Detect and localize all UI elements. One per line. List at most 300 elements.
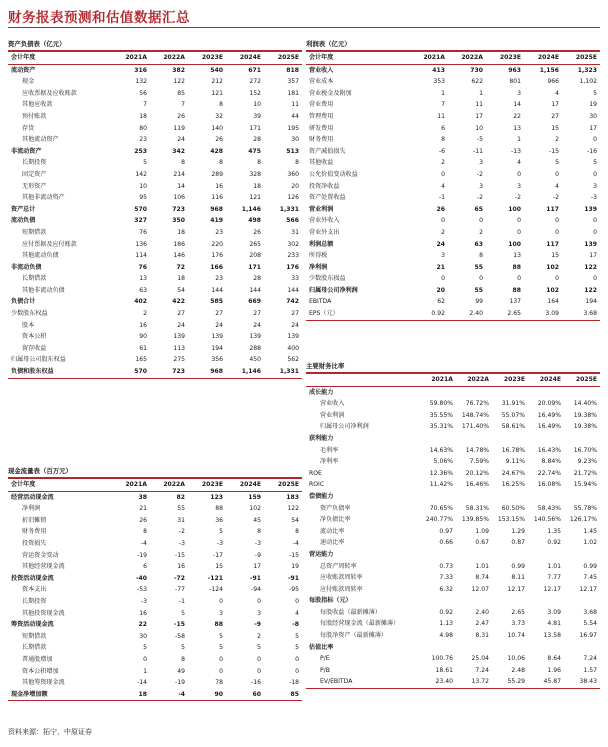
cell-value: 1	[479, 89, 483, 97]
header-year: 2025E	[264, 479, 302, 491]
cell-value: 22	[513, 112, 521, 120]
cell-value: 342	[172, 147, 185, 155]
cell-value: 10	[253, 101, 261, 109]
cell-value: 171	[248, 263, 261, 271]
table-row	[306, 491, 600, 503]
cell-value: 21.72%	[573, 469, 597, 477]
cell-value: 3	[479, 159, 483, 167]
cell-value: 139	[173, 333, 185, 341]
table-row	[306, 181, 600, 193]
cell-value: 183	[286, 493, 299, 501]
cell-value: 27	[551, 112, 559, 120]
cell-value: 88	[512, 263, 521, 271]
cell-value: 8	[219, 101, 223, 109]
cell-value	[528, 595, 564, 607]
cell-value: 16.46%	[465, 481, 489, 489]
row-label: 短期借款	[22, 632, 47, 640]
cell-value: 65	[474, 205, 483, 213]
cell-value: 622	[471, 78, 483, 86]
cell-value: 60	[252, 690, 261, 698]
cell-value: -53	[137, 586, 147, 594]
cell-value	[528, 386, 564, 398]
cell-value: 139	[584, 240, 597, 248]
cell-value: 20	[291, 182, 299, 190]
cell-value: 88	[512, 286, 521, 294]
cell-value: 38.43	[579, 678, 597, 686]
row-label: 筹资活动现金流	[11, 621, 54, 629]
cell-value: 24.67%	[501, 469, 525, 477]
cell-value: 0	[219, 655, 223, 663]
cell-value: 3	[517, 182, 521, 190]
table-row	[306, 134, 600, 146]
ratios-panel	[306, 360, 600, 689]
table-row	[8, 308, 302, 320]
table-header-row	[306, 374, 600, 386]
cell-value: 12.07	[471, 585, 489, 593]
table-row	[8, 561, 302, 573]
header-label: 会计年度	[8, 52, 112, 64]
cell-value: 164	[547, 298, 559, 306]
table-row	[306, 456, 600, 468]
row-label: 流动资产	[11, 66, 36, 74]
cell-value: 12.17	[543, 585, 561, 593]
cell-value	[420, 642, 456, 654]
cell-value: 13.58	[543, 632, 561, 640]
table-row	[8, 146, 302, 158]
cell-value: 4.81	[547, 620, 561, 628]
table-row	[306, 262, 600, 274]
cell-value: -3	[178, 539, 185, 547]
row-label: 营业税金及附加	[309, 89, 352, 97]
row-label: 少数股东损益	[309, 275, 346, 283]
cell-value: 16.08%	[537, 481, 561, 489]
table-row	[8, 689, 302, 701]
cell-value: 0	[555, 275, 559, 283]
cell-value: 1,146	[241, 205, 261, 213]
cell-value: 140	[211, 124, 223, 132]
row-label: P/B	[320, 666, 330, 674]
row-label: 营业利润	[320, 411, 345, 419]
row-label: 少数股东权益	[11, 310, 48, 318]
cell-value: 1.57	[583, 666, 597, 674]
cell-value: 1,323	[577, 66, 597, 74]
cell-value: -2	[476, 194, 483, 202]
cell-value: 0.97	[439, 527, 453, 535]
table-row	[306, 584, 600, 596]
cell-value: 18	[177, 275, 185, 283]
table-row	[8, 320, 302, 332]
cell-value: 137	[509, 298, 521, 306]
cell-value: 23	[139, 136, 147, 144]
table-row	[8, 239, 302, 251]
row-label: 毛利率	[320, 446, 339, 454]
cell-value: 968	[210, 368, 223, 376]
row-label: 无形资产	[22, 182, 47, 190]
table-row	[8, 343, 302, 355]
cell-value: 122	[173, 78, 185, 86]
table-row	[8, 169, 302, 181]
cell-value: 422	[172, 298, 185, 306]
cell-value: 144	[249, 286, 261, 294]
cell-value: -15	[175, 551, 185, 559]
row-label: 研发费用	[309, 124, 334, 132]
cell-value: 0.67	[475, 539, 489, 547]
cell-value: 136	[135, 240, 147, 248]
ratios-title: 主要财务比率	[306, 362, 345, 370]
table-row	[8, 654, 302, 666]
cell-value: 5	[219, 644, 223, 652]
cell-value: 0	[593, 228, 597, 236]
cell-value: 16.25%	[501, 481, 525, 489]
cell-value: -19	[137, 551, 147, 559]
cell-value: 33	[291, 275, 299, 283]
cell-value: 3	[219, 609, 223, 617]
cell-value: -16	[587, 147, 597, 155]
cell-value: 49	[177, 667, 185, 675]
cell-value: 121	[249, 194, 261, 202]
cell-value: 31	[177, 516, 185, 524]
cell-value: 669	[248, 298, 261, 306]
row-label: ROE	[309, 469, 322, 477]
cell-value: 58.61%	[501, 423, 525, 431]
cell-value: 2.40	[469, 310, 483, 318]
table-row	[8, 538, 302, 550]
cell-value	[528, 491, 564, 503]
cell-value: 5	[295, 632, 299, 640]
cell-value: 39	[253, 112, 261, 120]
cell-value: 253	[134, 147, 147, 155]
cell-value: 1.96	[547, 666, 561, 674]
header-year: 2023E	[492, 374, 528, 386]
cell-value: 16	[215, 182, 223, 190]
row-label: 公允价值变动收益	[309, 170, 358, 178]
row-label: 总资产周转率	[320, 562, 357, 570]
row-label: 流动负债	[11, 217, 36, 225]
table-row	[8, 619, 302, 631]
row-label: 财务费用	[22, 528, 47, 536]
cell-value: 45.87	[543, 678, 561, 686]
cell-value: 8.31	[475, 632, 489, 640]
table-row	[306, 239, 600, 251]
row-label: 资产处置收益	[309, 194, 346, 202]
cell-value: 14.63%	[429, 446, 453, 454]
row-label: 营业收入	[320, 400, 345, 408]
cell-value: 16.97	[579, 632, 597, 640]
cell-value: 1,146	[241, 368, 261, 376]
cell-value: 17	[475, 112, 483, 120]
cell-value: -2	[552, 194, 559, 202]
cell-value: 30	[589, 112, 597, 120]
cell-value: 12.36%	[429, 469, 453, 477]
table-row	[8, 88, 302, 100]
cell-value	[456, 549, 492, 561]
cell-value: -124	[209, 586, 223, 594]
table-row	[306, 76, 600, 88]
cell-value: 0	[441, 275, 445, 283]
cell-value: 288	[249, 344, 261, 352]
ratios-table	[306, 374, 600, 688]
cell-value: 106	[173, 194, 185, 202]
table-row	[8, 285, 302, 297]
row-label: 长期借款	[22, 644, 47, 652]
cell-value: 14	[513, 101, 521, 109]
cell-value: 3	[593, 182, 597, 190]
cell-value: 3.68	[583, 608, 597, 616]
cell-value: 90	[214, 690, 223, 698]
cell-value: 122	[584, 286, 597, 294]
cell-value: 194	[211, 344, 223, 352]
cell-value: 402	[134, 298, 147, 306]
cell-value: 2	[257, 632, 261, 640]
row-label: 营业收入	[309, 66, 334, 74]
cell-value: 5	[219, 528, 223, 536]
cell-value: 0.92	[431, 310, 445, 318]
title-divider	[8, 27, 600, 28]
cell-value: -91	[249, 574, 261, 582]
cell-value: 8.74	[475, 574, 489, 582]
table-row	[8, 227, 302, 239]
row-label: 其他流动负债	[22, 252, 59, 260]
cell-value: 102	[249, 505, 261, 513]
cell-value: 38	[138, 493, 147, 501]
row-label: 其他流动资产	[22, 136, 59, 144]
cell-value: -121	[207, 574, 223, 582]
table-row	[306, 410, 600, 422]
cell-value: 18	[253, 182, 261, 190]
cell-value: -77	[175, 586, 185, 594]
cell-value: -4	[178, 690, 185, 698]
table-row	[306, 285, 600, 297]
row-label: 普通股增加	[22, 655, 53, 663]
cell-value: 144	[287, 286, 299, 294]
row-label: 非流动资产	[11, 147, 42, 155]
table-row	[306, 676, 600, 688]
cell-value: 176	[286, 263, 299, 271]
cell-value: 356	[211, 356, 223, 364]
cell-value: 2.40	[475, 608, 489, 616]
row-label: 投资净收益	[309, 182, 340, 190]
cell-value: 2.47	[475, 620, 489, 628]
cell-value: 18	[177, 228, 185, 236]
row-label: 投资损失	[22, 539, 47, 547]
row-label: 成长能力	[309, 388, 334, 396]
row-label: 其他应收款	[22, 101, 53, 109]
cell-value: 8	[257, 528, 261, 536]
cell-value: 357	[287, 78, 299, 86]
cell-value: 8.11	[511, 574, 525, 582]
row-label: 其他筹资现金流	[22, 679, 65, 687]
row-label: 归属母公司净利润	[320, 423, 369, 431]
header-year: 2021A	[112, 52, 150, 64]
cell-value	[564, 642, 600, 654]
cell-value: 9.11%	[505, 458, 525, 466]
row-label: 非流动负债	[11, 263, 42, 271]
cell-value: 56	[139, 89, 147, 97]
cell-value: 0.92	[439, 608, 453, 616]
cell-value: 28	[253, 275, 261, 283]
cell-value: 2	[479, 228, 483, 236]
cell-value: 63	[474, 240, 483, 248]
cell-value: 60.50%	[501, 504, 525, 512]
cell-value: 350	[172, 217, 185, 225]
cell-value: 159	[248, 493, 261, 501]
table-row	[306, 433, 600, 445]
cell-value	[420, 433, 456, 445]
cell-value: 5	[143, 159, 147, 167]
cell-value: 116	[211, 194, 223, 202]
cell-value: 72	[176, 263, 185, 271]
cell-value	[420, 491, 456, 503]
table-row	[306, 618, 600, 630]
row-label: EV/EBITDA	[320, 678, 353, 686]
cell-value: 2	[555, 136, 559, 144]
row-label: 营运能力	[309, 550, 334, 558]
cell-value: 0	[295, 667, 299, 675]
table-row	[8, 204, 302, 216]
row-label: 应收账款周转率	[320, 574, 363, 582]
cell-value: 36	[215, 516, 223, 524]
cell-value	[492, 433, 528, 445]
cell-value: 540	[210, 66, 223, 74]
cell-value: 70.65%	[429, 504, 453, 512]
row-label: 营业成本	[309, 78, 334, 86]
cell-value: -13	[511, 147, 521, 155]
cell-value: 566	[286, 217, 299, 225]
cash-flow-table	[8, 479, 302, 700]
cell-value: 1.29	[511, 527, 525, 535]
cell-value: 0.73	[439, 562, 453, 570]
cell-value: 16.49%	[537, 423, 561, 431]
cell-value: 153.15%	[497, 516, 525, 524]
cell-value: 26	[436, 205, 445, 213]
cell-value: -1	[178, 597, 185, 605]
cell-value: -9	[254, 621, 261, 629]
table-row	[306, 468, 600, 480]
cell-value: 20	[436, 286, 445, 294]
table-row	[306, 445, 600, 457]
cell-value	[564, 549, 600, 561]
cell-value	[492, 595, 528, 607]
cell-value: 26	[177, 112, 185, 120]
header-year: 2021A	[410, 52, 448, 64]
cell-value: 21	[436, 263, 445, 271]
row-label: 长期投资	[22, 597, 47, 605]
cell-value: 76	[138, 263, 147, 271]
cell-value: 5	[181, 609, 185, 617]
cell-value: 0	[517, 228, 521, 236]
row-label: ROIC	[309, 481, 325, 489]
table-row	[8, 354, 302, 366]
row-label: 利润总额	[309, 240, 334, 248]
cell-value: 3.09	[547, 608, 561, 616]
cell-value: 0	[479, 275, 483, 283]
row-label: 负债和股东权益	[11, 368, 54, 376]
cell-value: -15	[289, 551, 299, 559]
cell-value: 570	[134, 368, 147, 376]
table-row	[8, 491, 302, 503]
cell-value: 328	[249, 170, 261, 178]
cell-value: 144	[211, 286, 223, 294]
cell-value: 0	[593, 217, 597, 225]
table-row	[306, 273, 600, 285]
cell-value: 0	[593, 170, 597, 178]
cell-value: 78	[215, 679, 223, 687]
table-row	[306, 561, 600, 573]
table-row	[306, 572, 600, 584]
cell-value: 14.40%	[573, 400, 597, 408]
cell-value	[456, 433, 492, 445]
cell-value: 7	[441, 101, 445, 109]
cell-value: 165	[135, 356, 147, 364]
row-label: 资本支出	[22, 586, 47, 594]
income-statement-bottom-rule	[306, 320, 600, 321]
cell-value: 30	[139, 632, 147, 640]
cell-value: -95	[289, 586, 299, 594]
cell-value: 2	[143, 310, 147, 318]
cell-value: 186	[173, 240, 185, 248]
cell-value: 35.55%	[429, 411, 453, 419]
table-row	[8, 331, 302, 343]
cell-value	[492, 642, 528, 654]
cell-value: 85	[290, 690, 299, 698]
table-header-row	[306, 52, 600, 64]
cell-value	[456, 386, 492, 398]
cell-value: 11	[291, 101, 299, 109]
table-row	[8, 642, 302, 654]
cell-value: 212	[211, 78, 223, 86]
row-label: 归属母公司净利润	[309, 286, 358, 294]
page-title: 财务报表预测和估值数据汇总	[8, 10, 190, 26]
row-label: 净利率	[320, 458, 339, 466]
cell-value: 28	[253, 136, 261, 144]
cell-value: 7.24	[583, 655, 597, 663]
row-label: 留存收益	[22, 344, 47, 352]
cell-value	[456, 491, 492, 503]
table-row	[306, 157, 600, 169]
cell-value: 818	[286, 66, 299, 74]
cell-value: 5	[219, 632, 223, 640]
cell-value: 31	[291, 228, 299, 236]
cell-value: 7.24	[475, 666, 489, 674]
cell-value: 0	[555, 217, 559, 225]
row-label: 资产负债率	[320, 504, 351, 512]
table-row	[8, 677, 302, 689]
cell-value	[456, 595, 492, 607]
cell-value: 117	[546, 205, 559, 213]
cell-value: 100.76	[431, 655, 453, 663]
cell-value: 90	[139, 333, 147, 341]
cell-value: 8	[441, 136, 445, 144]
cell-value: 82	[176, 493, 185, 501]
row-label: 净利润	[309, 263, 328, 271]
header-label	[306, 374, 420, 386]
header-year: 2022A	[456, 374, 492, 386]
cell-value: 20.09%	[537, 400, 561, 408]
table-row	[306, 595, 600, 607]
cell-value: 1,331	[279, 368, 299, 376]
table-row	[8, 503, 302, 515]
table-header-row	[8, 52, 302, 64]
cell-value: 16	[139, 321, 147, 329]
cell-value: 31.91%	[501, 400, 525, 408]
cell-value: 0.92	[547, 539, 561, 547]
cell-value	[492, 386, 528, 398]
cell-value	[456, 642, 492, 654]
cell-value: 382	[172, 66, 185, 74]
cell-value: 25.04	[471, 655, 489, 663]
cell-value: 22	[138, 621, 147, 629]
row-label: 营运资金变动	[22, 551, 59, 559]
